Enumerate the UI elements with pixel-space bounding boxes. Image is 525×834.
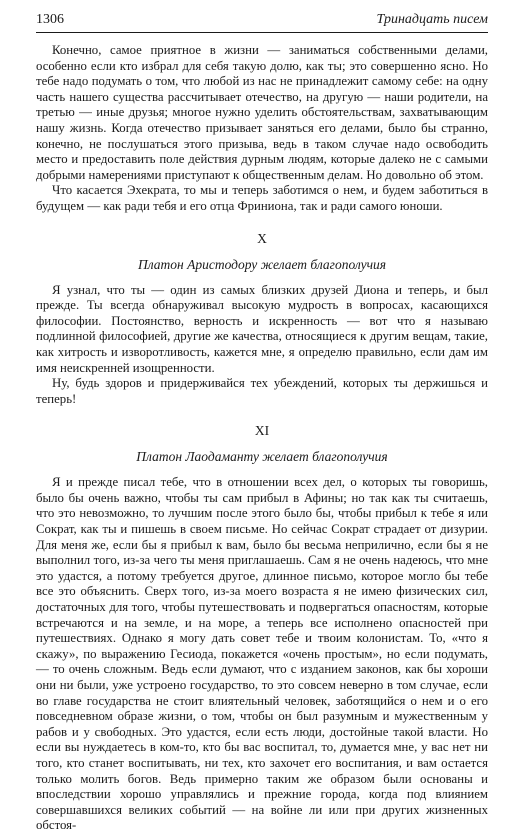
body-paragraph: Ну, будь здоров и придерживайся тех убеждений, которых ты держишься и теперь! xyxy=(36,376,488,406)
letter-x xyxy=(36,231,488,408)
body-paragraph: Я и прежде писал тебе, что в отношении всех дел, о которых ты говоришь, было бы очень важно, чтобы ты сам прибыл в Афины; но так как ты считаешь, что это невозможно, то лучшим после этого было бы, чтобы прибыл к тебе я или Сократ, как ты и пишешь в своем письме. Но сейчас Сократ страдает от дизурии. Для меня же, если бы я прибыл к вам, было бы весьма неприлично, если бы я не выполнил того, из-за чего ты меня приглашаешь. Сам я не очень надеюсь, что мне это удастся, а потому требуется другое, длинное письмо, которое могло бы тебе все это объяснить. Сверх того, из-за моего возраста я не имею физических сил, достаточных для того, чтобы путешествовать и подвергаться опасностям, которые встречаются и на земле, и на море, а теперь все исполнено опасностей при путешествиях. Однако я могу дать совет тебе и твоим колонистам. То, «что я скажу», по выражению Гесиода, покажется «очень простым», но если подумать, — то очень сложным. Ведь если думают, что с изданием законов, как бы хороши они ни были, уже устроено государство, то это совсем неверно в том случае, если во главе государства не стоит влиятельный человек, заботящийся о нем и о его повседневном образе жизни, о том, чтобы он был разумным и мужественным у рабов и у свободных. Это удастся, если есть люди, достойные такой власти. Но если вы нуждаетесь в ком-то, кто бы вас воспитал, то, думается мне, у вас нет ни того, кто станет воспитывать, ни тех, кто захочет его воспитания, и вам остается только молить богов. Ведь примерно таким же образом были основаны и впоследствии хорошо управлялись и прежние города, когда под влиянием совершавшихся великих событий — на войне ли или при других жизненных обстоя- xyxy=(36,475,488,833)
section-number: X xyxy=(257,230,267,246)
running-header xyxy=(36,12,488,33)
running-title: Тринадцать писем xyxy=(376,12,488,27)
body-paragraph: Что касается Эхекрата, то мы и теперь заботимся о нем, и будем заботиться в будущем — как ради тебя и его отца Фриниона, так и ради самого юноши. xyxy=(36,183,488,213)
section-number: XI xyxy=(254,423,270,439)
letter-heading: Платон Аристодору желает благополучия xyxy=(137,256,387,272)
page-number: 1306 xyxy=(36,12,64,27)
book-page xyxy=(36,12,488,834)
letter-heading: Платон Лаодаманту желает благополучия xyxy=(136,449,388,465)
body-paragraph: Конечно, самое приятное в жизни — заниматься собственными делами, особенно если кто избрал для себя такую долю, как ты; это совершенно ясно. Но тебе надо подумать о том, что любой из нас не принадлежит самому себе: на одну часть нашего существа рассчитывает отечество, на другую — наши родители, на третью — иные друзья; многое нужно уделить обстоятельствам, захватывающим нашу жизнь. Когда отечество призывает заняться его делами, было бы странно, конечно, не послушаться этого призыва, ведь в таком случае надо освободить место и предоставить поле действия дурным людям, которые далеко не с самыми добрыми намерениями приступают к общественным делам. Но довольно об этом. xyxy=(36,43,488,182)
body-paragraph: Я узнал, что ты — один из самых близких друзей Диона и теперь, и был прежде. Ты всегда обнаруживал высокую мудрость в вопросах, касающихся философии. Постоянство, верность и искренность — вот что я называю подлинной философией, другие же качества, относящиеся к другим вещам, такие, как хитрость и изворотливость, кажется мне, я определю правильно, если дам им имя неискренней изощренности. xyxy=(36,282,488,375)
letter-xi xyxy=(36,423,488,834)
letter-ix-ending xyxy=(36,43,488,215)
